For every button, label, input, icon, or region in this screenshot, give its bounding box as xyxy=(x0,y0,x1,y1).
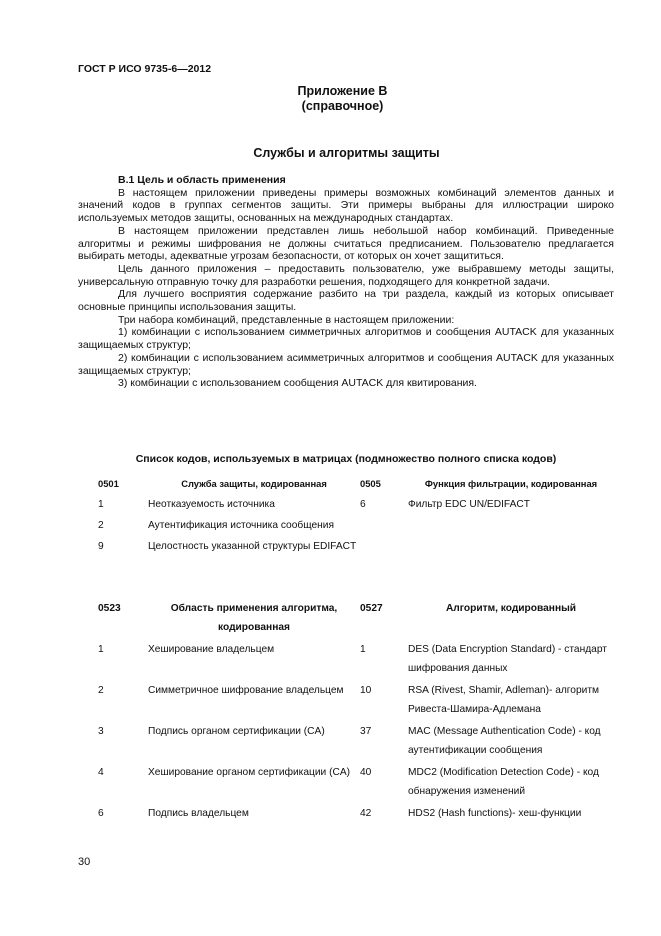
header-cell: Служба защиты, кодированная xyxy=(181,478,327,489)
description-cell: MAC (Message Authentication Code) - код аутентификации сообщения xyxy=(408,726,601,756)
code-cell: 4 xyxy=(98,767,104,778)
paragraph: Для лучшего восприятия содержание разбито на три раздела, каждый из которых описывает основные принципы использования защиты. xyxy=(78,288,614,314)
annex-title-block xyxy=(0,84,661,114)
description-cell xyxy=(408,535,614,556)
code-cell: 37 xyxy=(360,726,372,737)
list-item: 1) комбинации с использованием симметричных алгоритмов и сообщения AUTACK для указанных защищаемых структур; xyxy=(78,326,614,352)
list-item: 2) комбинации с использованием асимметричных алгоритмов и сообщения AUTACK для указанных защищаемых структур; xyxy=(78,351,614,377)
description-cell: Хеширование владельцем xyxy=(148,644,275,655)
code-cell: 42 xyxy=(360,808,372,819)
header-cell: Функция фильтрации, кодированная xyxy=(424,478,598,489)
description-cell: Подпись владельцем xyxy=(148,808,249,819)
description-cell: HDS2 (Hash functions)- хеш-функции xyxy=(408,808,582,819)
code-cell: 6 xyxy=(98,808,104,819)
table-header-row xyxy=(78,599,614,637)
paragraph: Цель данного приложения – предоставить пользователю, уже выбравшему методы защиты, универсальную отправную точку для разработки решения, подходящего для конкретной задачи. xyxy=(78,262,614,288)
paragraph: В настоящем приложении приведены примеры возможных комбинаций элементов данных и значений кодов в группах сегментов защиты. Эти примеры выбраны для иллюстрации широко используемых методов защиты, основанных на международных стандартах. xyxy=(78,186,614,225)
code-cell: 6 xyxy=(360,499,366,510)
code-cell: 1 xyxy=(360,644,366,655)
code-cell: 2 xyxy=(98,520,104,531)
code-cell xyxy=(360,535,408,556)
table-row xyxy=(78,760,614,801)
description-cell xyxy=(408,514,614,535)
description-cell: DES (Data Encryption Standard) - стандарт шифрования данных xyxy=(408,644,607,674)
description-cell: RSA (Rivest, Shamir, Adleman)- алгоритм Ривеста-Шамира-Адлемана xyxy=(408,685,599,715)
description-cell: Хеширование органом сертификации (CA) xyxy=(148,767,351,778)
header-cell: Область применения алгоритма, кодированная xyxy=(170,603,338,633)
description-cell: Симметричное шифрование владельцем xyxy=(148,685,344,696)
code-cell: 10 xyxy=(360,685,372,696)
header-cell: 0505 xyxy=(360,478,381,489)
table-row xyxy=(78,514,614,535)
annex-title: Приложение В xyxy=(297,84,388,98)
annex-subtitle: (справочное) xyxy=(301,99,384,113)
code-cell xyxy=(360,514,408,535)
body-text xyxy=(78,174,614,390)
code-cell: 2 xyxy=(98,685,104,696)
code-cell: 9 xyxy=(98,541,104,552)
algorithm-codes-table xyxy=(78,599,614,823)
document-header: ГОСТ Р ИСО 9735-6—2012 xyxy=(78,63,212,75)
subsection-heading: В.1 Цель и область применения xyxy=(118,174,286,186)
code-cell: 1 xyxy=(98,644,104,655)
table-row xyxy=(78,678,614,719)
description-cell: Фильтр EDC UN/EDIFACT xyxy=(408,499,530,510)
paragraph: В настоящем приложении представлен лишь небольшой набор комбинаций. Приведенные алгоритмы и режимы шифрования не должны считаться предписанием. Пользователю предлагается выбирать методы, адекватные угрозам безопасности, от которых он хочет защититься. xyxy=(78,224,614,263)
description-cell: Целостность указанной структуры EDIFACT xyxy=(148,541,357,552)
list-item: 3) комбинации с использованием сообщения AUTACK для квитирования. xyxy=(118,377,477,390)
description-cell: MDC2 (Modification Detection Code) - код обнаружения изменений xyxy=(408,767,599,797)
description-cell: Неотказуемость источника xyxy=(148,499,275,510)
table-row xyxy=(78,637,614,678)
table-row xyxy=(78,535,614,556)
code-cell: 40 xyxy=(360,767,372,778)
table-row xyxy=(78,801,614,823)
page-number: 30 xyxy=(78,856,91,868)
code-cell: 3 xyxy=(98,726,104,737)
description-cell: Аутентификация источника сообщения xyxy=(148,520,334,531)
table-row xyxy=(78,719,614,760)
header-cell: 0501 xyxy=(98,478,119,489)
security-service-codes-table xyxy=(78,474,614,556)
section-title: Службы и алгоритмы защиты xyxy=(253,146,440,160)
header-cell: Алгоритм, кодированный xyxy=(445,603,577,614)
description-cell: Подпись органом сертификации (CA) xyxy=(148,726,325,737)
code-list-title: Список кодов, используемых в матрицах (подмножество полного списка кодов) xyxy=(135,453,557,465)
table-row xyxy=(78,493,614,514)
table-header-row xyxy=(78,474,614,493)
code-cell: 1 xyxy=(98,499,104,510)
header-cell: 0523 xyxy=(98,603,121,614)
paragraph: Три набора комбинаций, представленные в настоящем приложении: xyxy=(118,313,455,326)
header-cell: 0527 xyxy=(360,603,383,614)
